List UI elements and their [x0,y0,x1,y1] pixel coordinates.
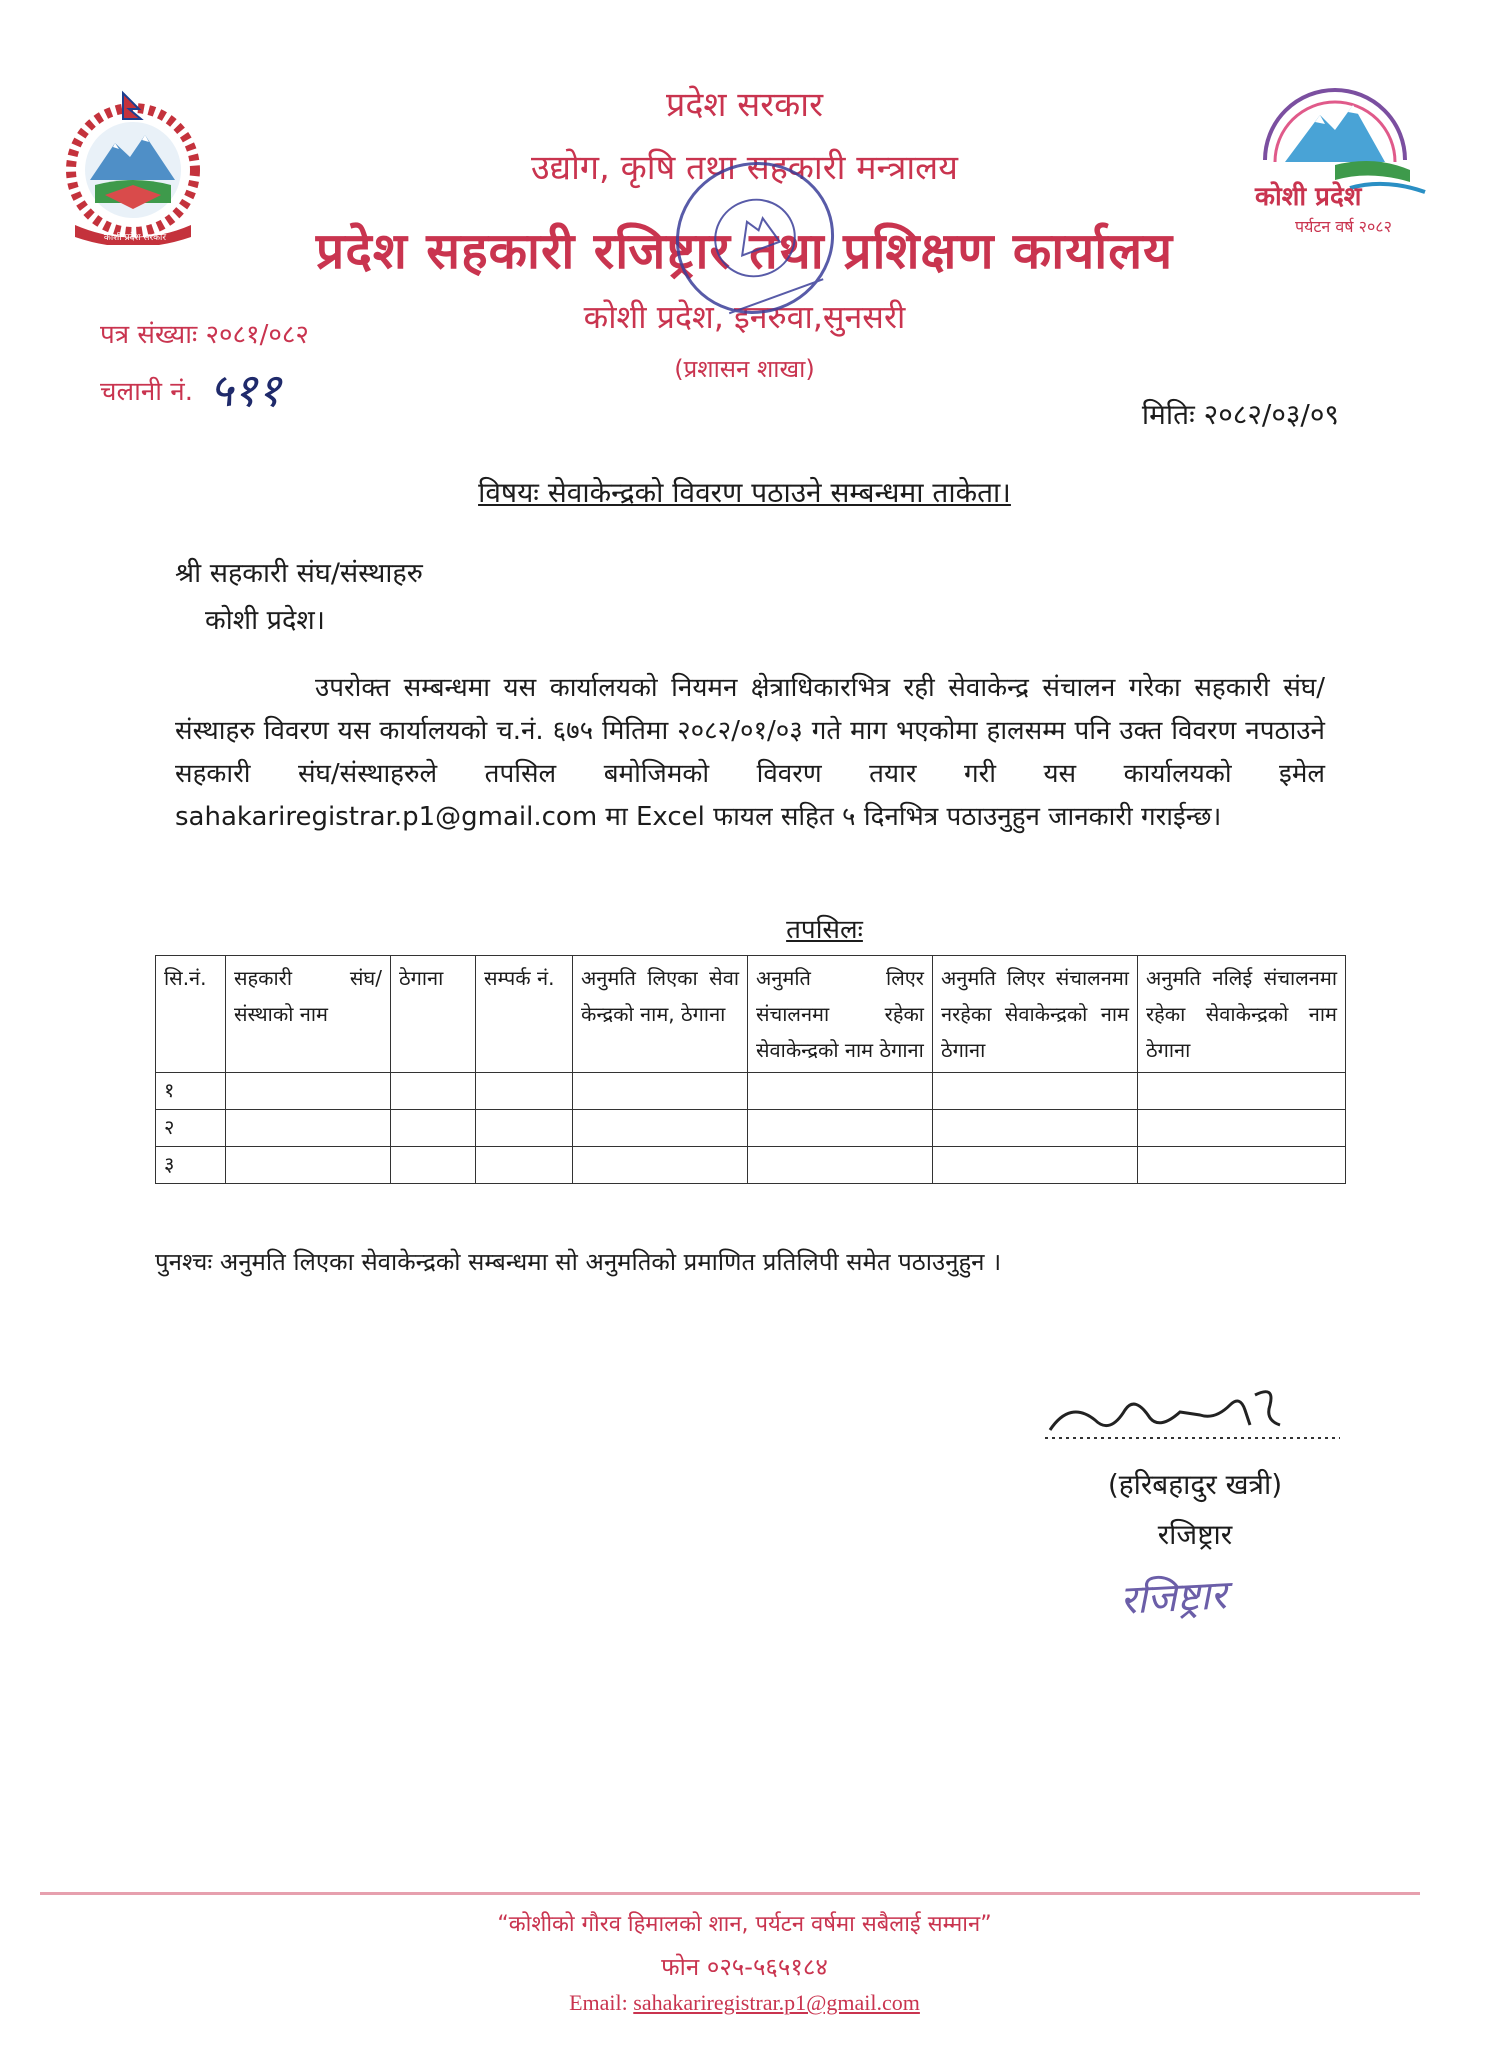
registrar-title: रजिष्ट्रार [1157,1518,1233,1551]
reference-number: पत्र संख्याः २०८१/०८२ [100,320,309,350]
row-serial: ३ [156,1147,226,1184]
dispatch-number: ५११ [209,363,282,417]
office-seal-icon [665,150,845,325]
footer-email-link[interactable]: sahakariregistrar.p1@gmail.com [633,1990,920,2015]
registrar-stamp: रजिष्ट्रार [1119,1572,1228,1624]
table-header-cell: ठेगाना [391,956,476,1073]
letter-date: मितिः २०८२/०३/०९ [1141,398,1339,431]
header-line-address: कोशी प्रदेश, इनरुवा,सुनसरी [583,298,906,336]
table-header-cell: अनुमति लिएर संचालनमा नरहेका सेवाकेन्द्रको नाम ठेगाना [933,956,1138,1073]
header-line-government: प्रदेश सरकार [665,85,824,125]
table-header-cell: सहकारी संघ/ संस्थाको नाम [226,956,391,1073]
registrar-name: (हरिबहादुर खत्री) [1107,1468,1283,1501]
table-header-cell: अनुमति लिएर संचालनमा रहेका सेवाकेन्द्रको नाम ठेगाना [748,956,933,1073]
addressee-location: कोशी प्रदेश। [205,605,325,636]
table-header-cell: सम्पर्क नं. [476,956,573,1073]
emblem-caption: कोशी प्रदेश सरकार [103,233,167,243]
table-caption: तपसिलः [786,915,863,945]
footer-phone: फोन ०२५-५६५१८४ [661,1953,828,1981]
koshi-logo-subtitle: पर्यटन वर्ष २०८२ [1295,217,1392,236]
signature-icon [1040,1380,1340,1450]
letter-subject: विषयः सेवाकेन्द्रको विवरण पठाउने सम्बन्धमा ताकेता। [478,476,1011,509]
table-header-cell: अनुमति लिएका सेवा केन्द्रको नाम, ठेगाना [573,956,748,1073]
header-line-section: (प्रशासन शाखा) [674,355,815,383]
postscript: पुनश्चः अनुमति लिएका सेवाकेन्द्रको सम्बन्धमा सो अनुमतिको प्रमाणित प्रतिलिपी समेत पठाउनुहुन । [155,1248,1002,1276]
letter-body: उपरोक्त सम्बन्धमा यस कार्यालयको नियमन क्षेत्राधिकारभित्र रही सेवाकेन्द्र संचालन गरेका सहकारी संघ/संस्थाहरु विवरण यस कार्यालयको च.नं. ६७५ मितिमा २०८२/०१/०३ गते माग भएकोमा हालसम्म पनि उक्त विवरण नपठाउने सहकारी संघ/संस्थाहरुले तपसिल बमोजिमको विवरण तयार गरी यस कार्यालयको इमेल sahakariregistrar.p1@gmail.com मा Excel फायल सहित ५ दिनभित्र पठाउनुहुन जानकारी गराईन्छ। [175,673,1325,832]
details-table [155,955,1346,1184]
footer-divider [40,1892,1420,1895]
header-line-office: प्रदेश सहकारी रजिष्ट्रार तथा प्रशिक्षण कार्यालय [315,222,1174,280]
koshi-logo-title: कोशी प्रदेश [1255,182,1362,212]
dispatch-label: चलानी नं. [100,377,193,407]
table-header-cell: सि.नं. [156,956,226,1073]
footer-email-label: Email: [569,1990,634,2015]
footer-motto: “कोशीको गौरव हिमालको शान, पर्यटन वर्षमा सबैलाई सम्मान” [497,1912,992,1937]
footer-email-row [0,1990,1489,2016]
table-row [156,1073,1346,1110]
row-serial: १ [156,1073,226,1110]
table-row [156,1110,1346,1147]
addressee: श्री सहकारी संघ/संस्थाहरु [175,558,423,589]
table-caption-row [0,910,1489,946]
table-header-cell: अनुमति नलिई संचालनमा रहेका सेवाकेन्द्रको नाम ठेगाना [1138,956,1346,1073]
header-line-ministry: उद्योग, कृषि तथा सहकारी मन्त्रालय [531,148,958,188]
table-header-row [156,956,1346,1073]
table-row [156,1147,1346,1184]
dispatch-number-row [100,358,281,420]
row-serial: २ [156,1110,226,1147]
